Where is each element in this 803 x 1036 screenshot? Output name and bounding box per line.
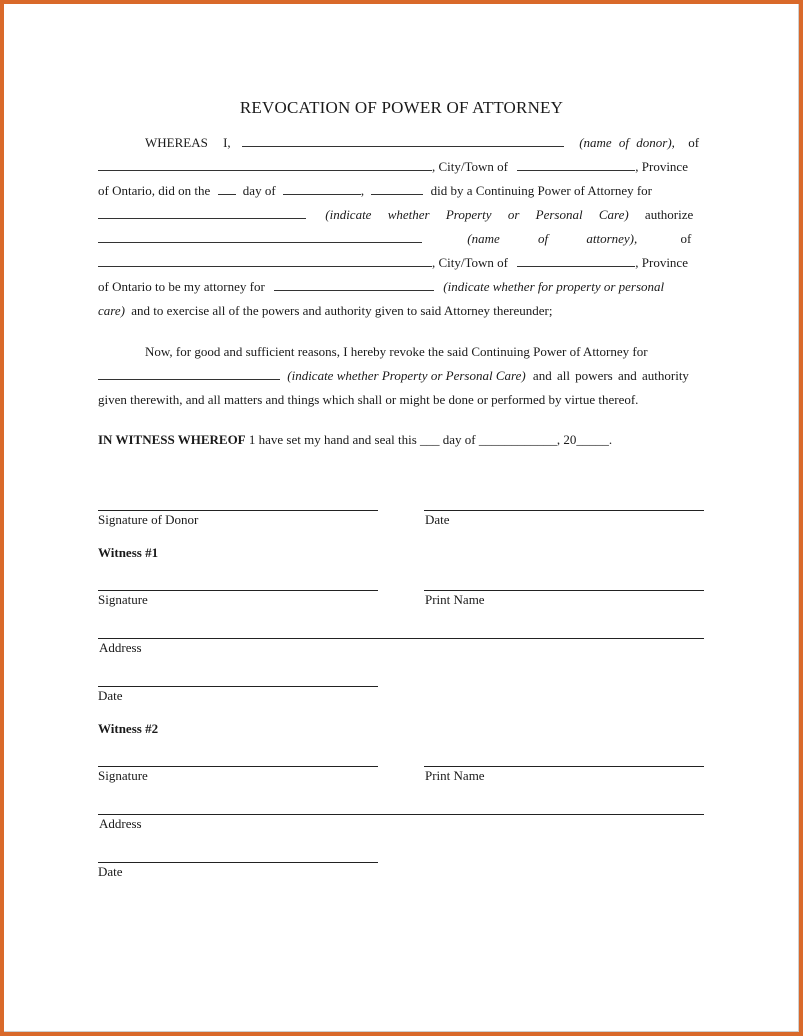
name-of-donor-hint: (name of donor),	[579, 135, 675, 150]
indicate-property-hint: (indicate whether for property or personal	[443, 279, 665, 294]
day-blank[interactable]	[218, 183, 236, 195]
did-by-label: did by a Continuing Power of Attorney for	[430, 183, 652, 198]
donor-address-blank[interactable]	[98, 159, 432, 171]
witness-2-heading: Witness #2	[98, 721, 159, 736]
city-line-1	[98, 159, 704, 175]
witness-1-date-line[interactable]	[98, 686, 378, 687]
name-of-attorney-hint: (name of attorney),	[467, 231, 638, 246]
authorize-label: authorize	[644, 207, 694, 222]
day-of-label: day of	[242, 183, 276, 198]
whereas-line	[145, 135, 704, 151]
care-hint: care)	[98, 303, 125, 318]
i-label: I,	[223, 135, 231, 150]
witness-clause	[98, 432, 704, 448]
indicate-line-1	[98, 207, 704, 223]
witness-2-address-line[interactable]	[98, 814, 704, 815]
witness-2-print-name-label: Print Name	[425, 768, 485, 783]
city-town-label: , City/Town of	[432, 159, 509, 174]
witness-clause-text: 1 have set my hand and seal this ___ day of ____________, 20_____.	[248, 432, 613, 447]
and-all-text: and all powers and authority	[532, 368, 689, 383]
witness-clause-bold: IN WITNESS WHEREOF	[98, 432, 246, 447]
witness-1-heading: Witness #1	[98, 545, 159, 560]
witness-2-date-line[interactable]	[98, 862, 378, 863]
of-label-2: of	[680, 231, 692, 246]
revoke-line-2	[98, 368, 704, 384]
revoke-indicate-hint: (indicate whether Property or Personal Care)	[287, 368, 526, 383]
city-town-label-2: , City/Town of	[432, 255, 509, 270]
attorney-address-blank[interactable]	[98, 255, 432, 267]
witness-1-signature-label: Signature	[98, 592, 148, 607]
ontario-line-2	[98, 279, 704, 295]
witness-2-signature-label: Signature	[98, 768, 148, 783]
witness-1-print-name-label: Print Name	[425, 592, 485, 607]
witness-1-print-name-line[interactable]	[424, 590, 704, 591]
city-line-2	[98, 255, 704, 271]
attorney-name-blank[interactable]	[98, 231, 422, 243]
document-title: REVOCATION OF POWER OF ATTORNEY	[239, 98, 564, 117]
donor-date-line[interactable]	[424, 510, 704, 511]
of-label: of	[688, 135, 700, 150]
month-blank[interactable]	[283, 183, 361, 195]
witness-1-signature-line[interactable]	[98, 590, 378, 591]
donor-date-label: Date	[425, 512, 450, 527]
witness-1-address-line[interactable]	[98, 638, 704, 639]
witness-2-print-name-line[interactable]	[424, 766, 704, 767]
attorney-name-line	[98, 231, 704, 247]
attorney-for-blank[interactable]	[274, 279, 434, 291]
exercise-line	[98, 303, 704, 319]
witness-2-address-label: Address	[99, 816, 142, 831]
donor-name-blank[interactable]	[242, 135, 564, 147]
witness-1-date-label: Date	[98, 688, 123, 703]
province-label: , Province	[635, 159, 688, 174]
signature-of-donor-label: Signature of Donor	[98, 512, 199, 527]
poa-type-blank[interactable]	[98, 207, 306, 219]
revoke-type-blank[interactable]	[98, 368, 280, 380]
exercise-text: and to exercise all of the powers and authority given to said Attorney thereunder;	[131, 303, 553, 318]
province-label-2: , Province	[635, 255, 688, 270]
revoke-line-1: Now, for good and sufficient reasons, I hereby revoke the said Continuing Power of Attorney for	[145, 344, 648, 359]
indicate-type-hint: (indicate whether Property or Personal Care)	[325, 207, 629, 222]
revoke-line-3: given therewith, and all matters and things which shall or might be done or performed by virtue thereof.	[98, 392, 639, 407]
ontario-did-label: of Ontario, did on the	[98, 183, 211, 198]
donor-city-blank[interactable]	[517, 159, 635, 171]
ontario-line-1: of Ontario, did on the day of , did by a Continuing Power of Attorney for	[98, 183, 652, 198]
year-blank[interactable]	[371, 183, 423, 195]
witness-2-signature-line[interactable]	[98, 766, 378, 767]
attorney-city-blank[interactable]	[517, 255, 635, 267]
whereas-label: WHEREAS	[145, 135, 208, 150]
donor-signature-line[interactable]	[98, 510, 378, 511]
witness-1-address-label: Address	[99, 640, 142, 655]
ontario-attorney-label: of Ontario to be my attorney for	[98, 279, 265, 294]
witness-2-date-label: Date	[98, 864, 123, 879]
